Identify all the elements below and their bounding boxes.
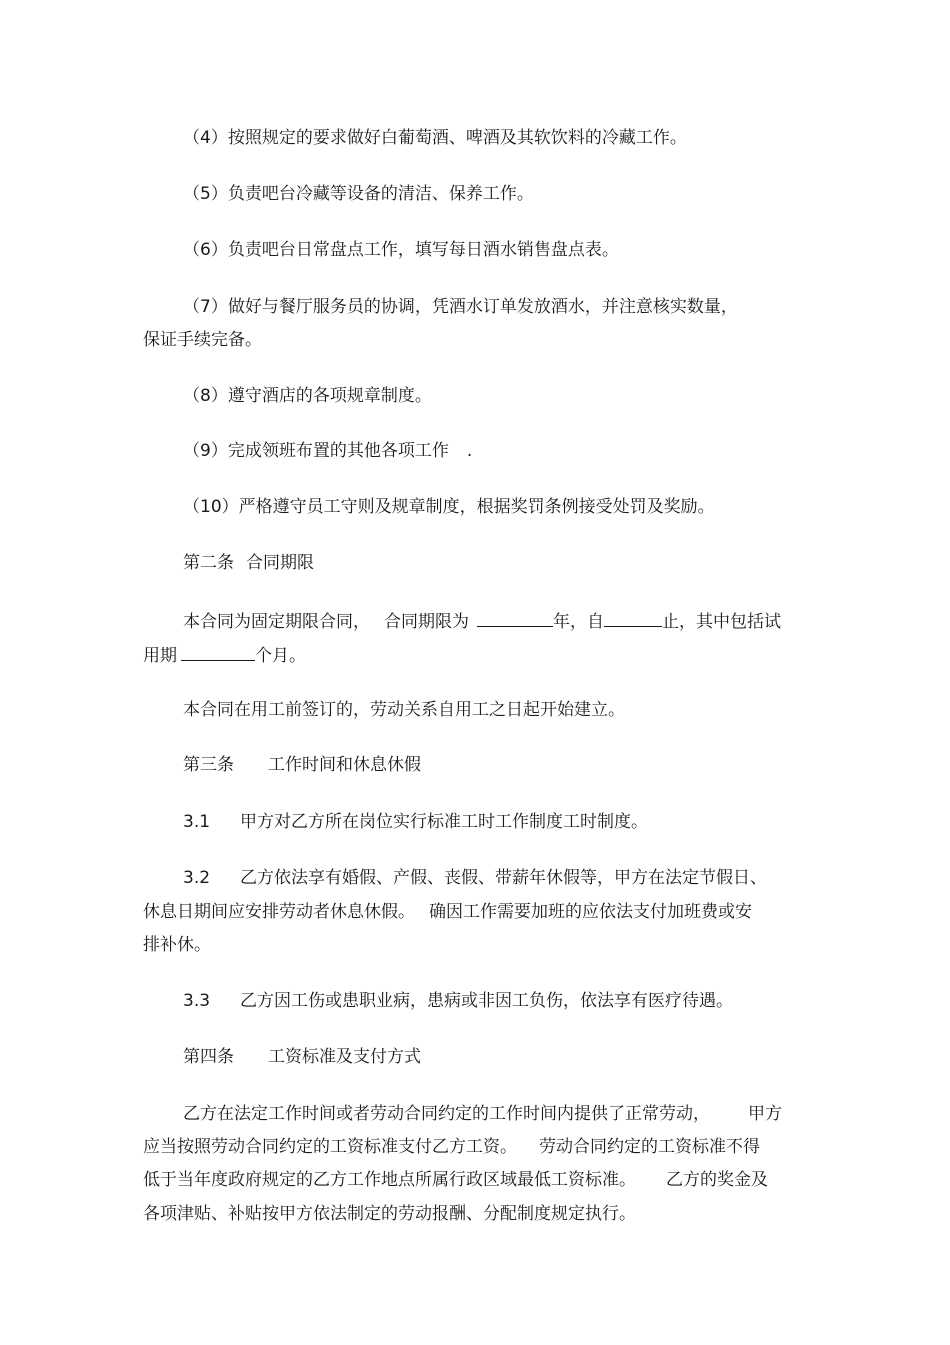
duty-item-6: （6）负责吧台日常盘点工作，填写每日酒水销售盘点表。 [183, 240, 619, 260]
clause-3-1 [183, 812, 648, 832]
article-2-para-1 [183, 610, 781, 632]
clause-3-1-text: 甲方对乙方所在岗位实行标准工时工作制度工时制度。 [240, 812, 649, 832]
clause-3-3-text: 乙方因工伤或患职业病，患病或非因工负伤，依法享有医疗待遇。 [240, 991, 734, 1011]
clause-3-2 [183, 868, 767, 888]
duty-item-4: （4）按照规定的要求做好白葡萄酒、啤酒及其软饮料的冷藏工作。 [183, 128, 687, 148]
duty-item-5: （5）负责吧台冷藏等设备的清洁、保养工作。 [183, 184, 534, 204]
article-2-para-2: 本合同在用工前签订的，劳动关系自用工之日起开始建立。 [183, 700, 625, 720]
article-4-line-2 [143, 1137, 760, 1157]
article-2-p1-d: 止，其中包括试 [662, 612, 781, 632]
article-4-title: 工资标准及支付方式 [268, 1047, 421, 1067]
article-2-p1-c: 年，自 [553, 612, 604, 632]
article-2-p1-f: 个月。 [255, 646, 306, 666]
clause-3-3-number: 3.3 [183, 991, 211, 1011]
article-4-line-3 [143, 1170, 768, 1190]
duty-item-9-period: . [466, 441, 473, 461]
article-2-para-1-cont [143, 644, 306, 666]
article-3-number: 第三条 [183, 755, 234, 775]
clause-3-2-line-2 [143, 902, 752, 922]
article-4-l3a: 低于当年度政府规定的乙方工作地点所属行政区域最低工资标准。 [143, 1170, 636, 1190]
start-date-blank[interactable] [604, 610, 662, 627]
duty-item-10: （10）严格遵守员工守则及规章制度，根据奖罚条例接受处罚及奖励。 [183, 497, 715, 517]
clause-3-2-text-2a: 休息日期间应安排劳动者休息休假。 [143, 902, 415, 922]
article-4-l1b: 甲方 [748, 1104, 782, 1124]
duty-item-9-text: （9）完成领班布置的其他各项工作 [183, 441, 449, 461]
article-4-line-4: 各项津贴、补贴按甲方依法制定的劳动报酬、分配制度规定执行。 [143, 1204, 636, 1224]
duty-item-7: （7）做好与餐厅服务员的协调，凭酒水订单发放酒水，并注意核实数量， [183, 297, 738, 317]
probation-months-blank[interactable] [181, 644, 255, 661]
article-3-title: 工作时间和休息休假 [268, 755, 421, 775]
clause-3-2-text-2b: 确因工作需要加班的应依法支付加班费或安 [429, 902, 752, 922]
clause-3-2-text-1: 乙方依法享有婚假、产假、丧假、带薪年休假等，甲方在法定节假日、 [240, 868, 768, 888]
article-4-number: 第四条 [183, 1047, 234, 1067]
article-4-l1a: 乙方在法定工作时间或者劳动合同约定的工作时间内提供了正常劳动， [183, 1104, 710, 1124]
duty-item-8: （8）遵守酒店的各项规章制度。 [183, 386, 432, 406]
contract-term-blank[interactable] [477, 610, 553, 627]
article-2-number: 第二条 [183, 553, 234, 573]
duty-item-7-cont: 保证手续完备。 [143, 330, 262, 350]
article-2-title: 合同期限 [246, 553, 314, 573]
clause-3-1-number: 3.1 [183, 812, 211, 832]
article-4-line-1 [183, 1104, 782, 1124]
article-4-heading [183, 1047, 421, 1067]
clause-3-2-number: 3.2 [183, 868, 211, 888]
article-2-p1-a: 本合同为固定期限合同， [183, 612, 370, 632]
article-3-heading [183, 755, 421, 775]
article-4-l2a: 应当按照劳动合同约定的工资标准支付乙方工资。 [143, 1137, 517, 1157]
article-4-l2b: 劳动合同约定的工资标准不得 [539, 1137, 760, 1157]
article-2-heading [183, 553, 314, 573]
clause-3-3 [183, 991, 733, 1011]
article-2-p1-e: 用期 [143, 646, 177, 666]
article-2-p1-b: 合同期限为 [384, 612, 469, 632]
article-4-l3b: 乙方的奖金及 [666, 1170, 768, 1190]
duty-item-9 [183, 441, 472, 461]
clause-3-2-line-3: 排补休。 [143, 935, 211, 955]
